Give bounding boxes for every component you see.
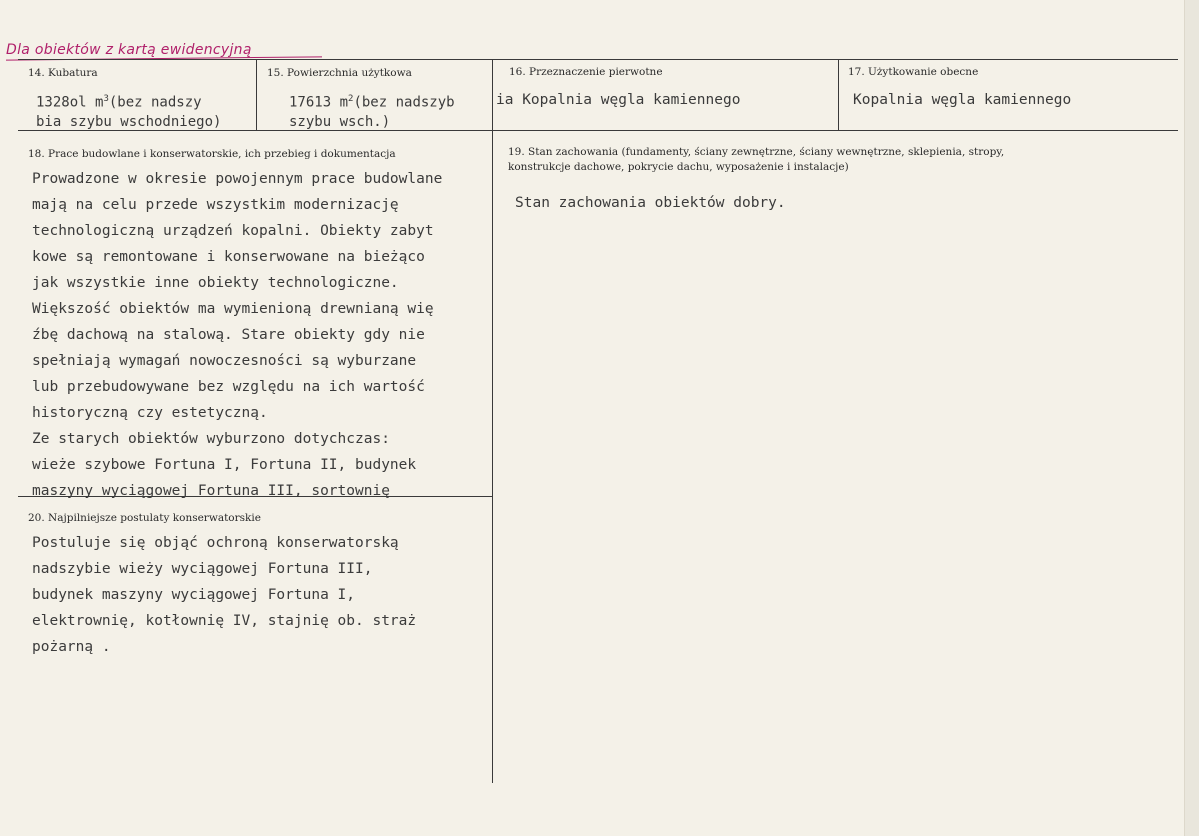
f19-label-line1: 19. Stan zachowania (fundamenty, ściany zewnętrzne, ściany wewnętrzne, sklepienia, stropy, [508,146,1005,158]
f20-text-line: pożarną . [32,639,111,655]
f18-text-line: jak wszystkie inne obiekty technologiczne. [32,275,399,291]
f18-text-line: historyczną czy estetyczną. [32,405,268,421]
f15-label: 15. Powierzchnia użytkowa [267,67,412,79]
f18-text-line: Prowadzone w okresie powojennym prace budowlane [32,171,443,187]
f18-text-line: wieże szybowe Fortuna I, Fortuna II, budynek [32,457,417,473]
f19-value: Stan zachowania obiektów dobry. [515,195,786,211]
f14-value: 1328ol $m^3(bez$ nadszy bia szybu wschodniego) [36,94,222,130]
f16-value: ia Kopalnia węgla kamiennego [496,92,741,108]
f20-text-line: budynek maszyny wyciągowej Fortuna I, [32,587,356,603]
f18-text [32,166,442,504]
divider-16-17 [838,59,839,130]
f17-label: 17. Użytkowanie obecne [848,66,979,78]
f18-text-line: lub przebudowywane bez względu na ich wartość [32,379,425,395]
f18-text-line: maszyny wyciągowej Fortuna III, sortownię [32,483,390,499]
center-divider [492,59,493,783]
f16-label: 16. Przeznaczenie pierwotne [509,66,663,78]
f18-text-line: Większość obiektów ma wymienioną drewnianą wię [32,301,434,317]
f18-text-line: mają na celu przede wszystkim modernizację [32,197,399,213]
f20-text-line: nadszybie wieży wyciągowej Fortuna III, [32,561,373,577]
page-edge [1184,0,1199,836]
f15-value: 17613 $m^2(bez$ nadszyb szybu wsch.) [289,94,455,130]
top-rule [18,59,1178,60]
f18-text-line: spełniają wymagań nowoczesności są wyburzane [32,353,417,369]
f20-text-line: Postuluje się objąć ochroną konserwatorską [32,535,399,551]
f20-text [32,530,416,660]
f18-text-line: źbę dachową na stalową. Stare obiekty gdy nie [32,327,425,343]
f14-label: 14. Kubatura [28,67,98,79]
handwritten-note: Dla obiektów z kartą ewidencyjną [6,42,252,58]
divider-14-15 [256,59,257,130]
f18-label: 18. Prace budowlane i konserwatorskie, ich przebieg i dokumentacja [28,148,396,160]
f17-value: Kopalnia węgla kamiennego [853,92,1072,108]
f19-label-line2: konstrukcje dachowe, pokrycie dachu, wyposażenie i instalacje) [508,161,849,173]
f18-text-line: Ze starych obiektów wyburzono dotychczas: [32,431,390,447]
f20-label: 20. Najpilniejsze postulaty konserwatorskie [28,512,261,524]
f18-text-line: technologiczną urządzeń kopalni. Obiekty zabyt [32,223,434,239]
f18-text-line: kowe są remontowane i konserwowane na bieżąco [32,249,425,265]
f20-text-line: elektrownię, kotłownię IV, stajnię ob. straż [32,613,417,629]
